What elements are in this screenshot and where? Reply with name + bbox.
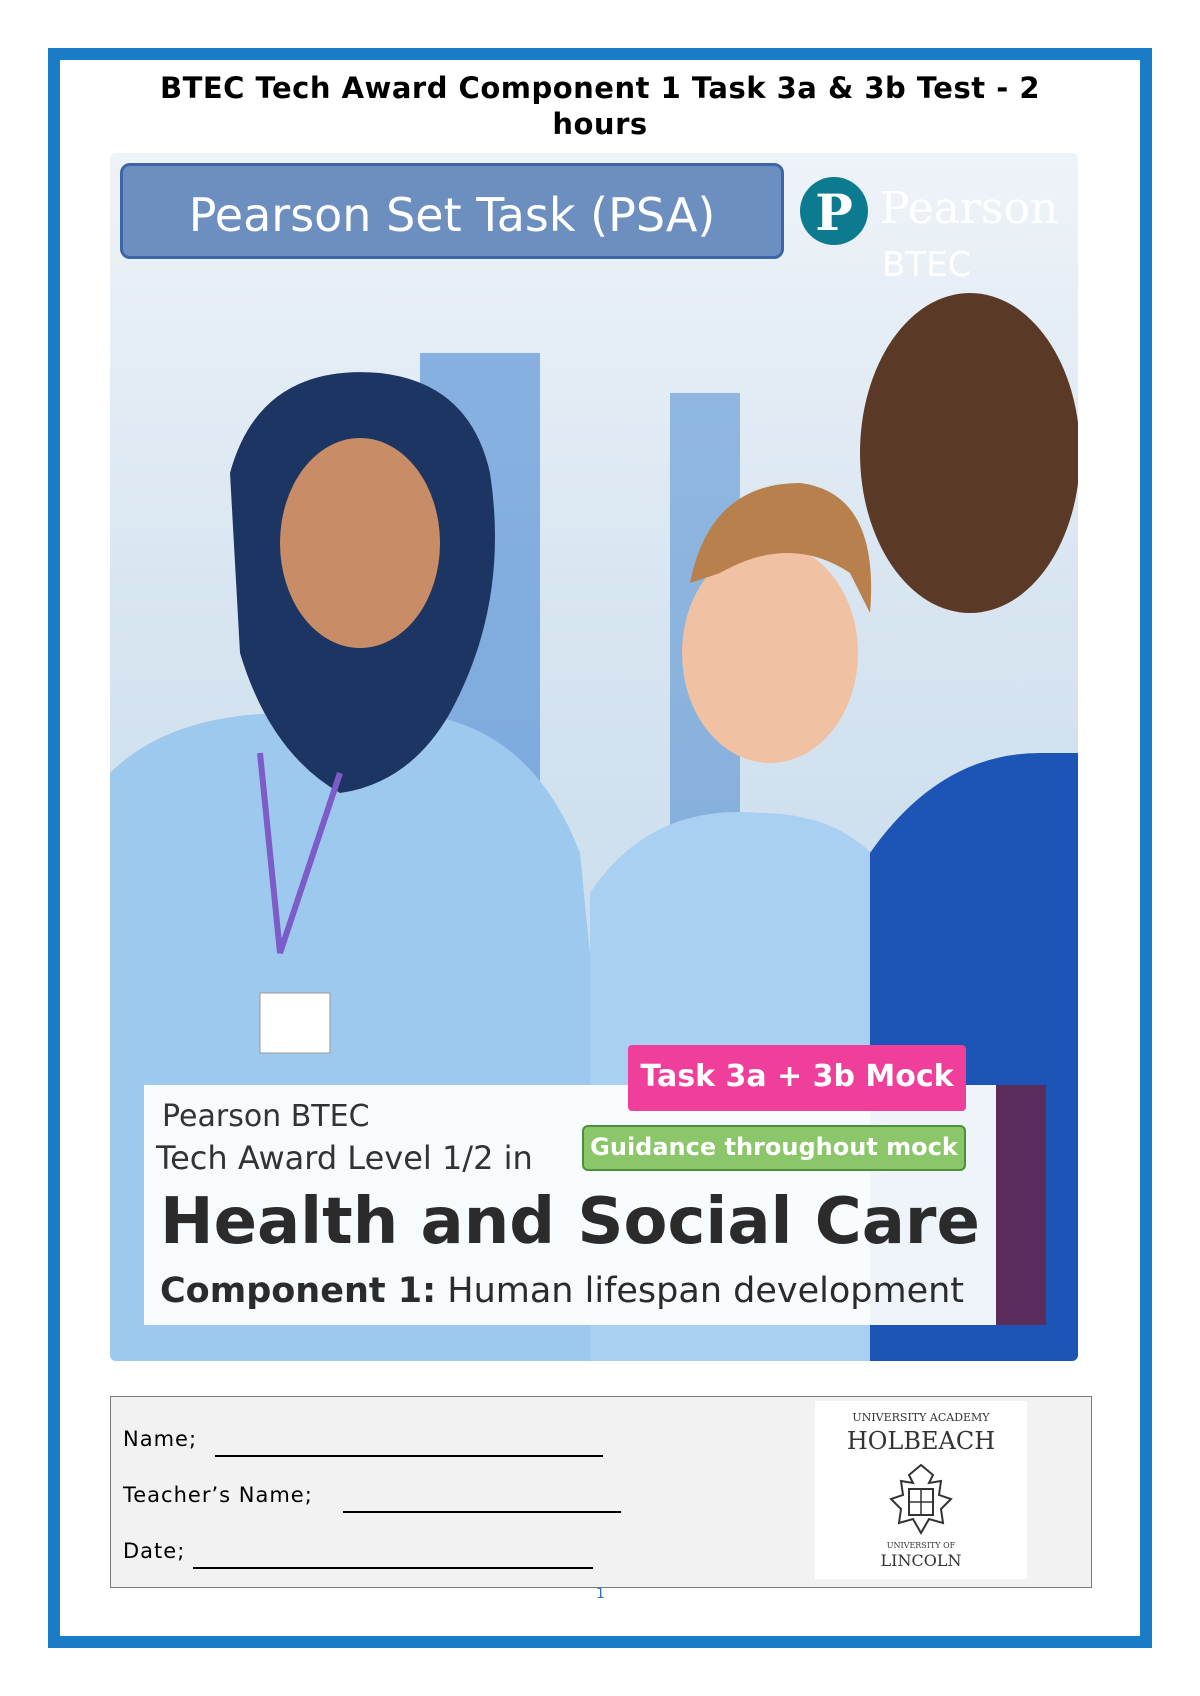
name-label: Name; [123, 1427, 198, 1451]
psa-banner [120, 163, 784, 259]
school-logo [815, 1401, 1027, 1579]
school-logo-line1: UNIVERSITY ACADEMY [852, 1411, 990, 1424]
pearson-brand-name: Pearson [880, 183, 1059, 234]
guidance-badge-label: Guidance throughout mock [590, 1133, 958, 1161]
date-label: Date; [123, 1539, 186, 1563]
cover-line-component [160, 1271, 964, 1311]
cover-image [110, 153, 1078, 1361]
date-field[interactable] [193, 1567, 593, 1569]
pearson-logo-glyph: P [815, 183, 853, 242]
pearson-logo-icon [800, 177, 868, 245]
crest-icon [881, 1461, 961, 1539]
school-logo-line2: HOLBEACH [846, 1427, 996, 1455]
page-title: BTEC Tech Award Component 1 Task 3a & 3b Test - 2 hours [159, 71, 1040, 141]
school-logo-line4: LINCOLN [880, 1551, 962, 1570]
name-field[interactable] [215, 1455, 603, 1457]
component-title: Human lifespan development [436, 1271, 965, 1311]
pearson-brand-sub: BTEC [882, 245, 972, 285]
cover-line-subject: Health and Social Care [160, 1185, 980, 1259]
teacher-name-field[interactable] [343, 1511, 621, 1513]
school-logo-line3: UNIVERSITY OF [886, 1541, 956, 1550]
cover-line-pearson-btec: Pearson BTEC [162, 1099, 370, 1134]
psa-label: Pearson Set Task (PSA) [188, 188, 716, 242]
guidance-badge [582, 1125, 966, 1171]
component-number: Component 1: [160, 1271, 437, 1311]
mock-badge [628, 1045, 966, 1111]
student-info-box [110, 1396, 1092, 1588]
purple-accent-bar [996, 1085, 1046, 1325]
page-number: 1 [596, 1586, 605, 1602]
teacher-name-label: Teacher’s Name; [123, 1483, 313, 1507]
cover-line-tech-award: Tech Award Level 1/2 in [156, 1139, 533, 1177]
mock-badge-label: Task 3a + 3b Mock [640, 1059, 954, 1094]
